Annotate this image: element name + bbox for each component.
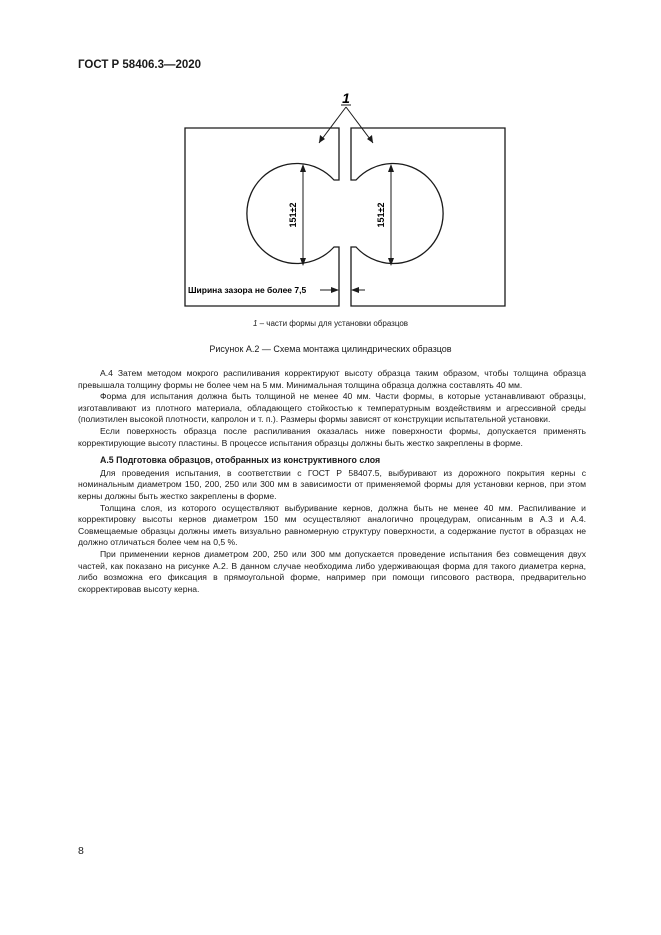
legend-text: – части формы для установки образцов: [257, 319, 409, 328]
form-part-right: [351, 128, 505, 306]
body-text: [78, 368, 586, 595]
paragraph-form: Форма для испытания должна быть толщиной не менее 40 мм. Части формы, в которые устанавливают образцы, изготавливают из плотного материала, обладающего стойкостью к температурным воздействиям и агрессивной среды (полиэтилен высокой плотности, капролон и т. п.). Размеры формы зависят от конструкции испытательной установки.: [78, 391, 586, 425]
figure-legend: [0, 319, 661, 328]
callout-number: 1: [342, 90, 350, 106]
gap-label: Ширина зазора не более 7,5: [188, 285, 307, 295]
legend-number: 1: [252, 319, 258, 328]
mounting-diagram: [170, 85, 510, 310]
dimension-arrow-left-top: [300, 164, 306, 172]
paragraph-large-cores: При применении кернов диаметром 200, 250 или 300 мм допускается проведение испытания без совмещения двух частей, как показано на рисунке А.2. В данном случае необходима либо удерживающая форма для такого диаметра керна, либо возможна его фиксация в прямоугольной форме, например при помощи гипсового раствора, предварительно скорректировав высоту керна.: [78, 548, 586, 594]
dimension-label-left: 151±2: [288, 202, 298, 228]
section-title-a5: А.5 Подготовка образцов, отобранных из конструктивного слоя: [100, 455, 381, 466]
dimension-arrow-right-bottom: [388, 258, 394, 266]
form-part-left: [185, 128, 339, 306]
paragraph-drilling: Для проведения испытания, в соответствии с ГОСТ Р 58407.5, выбуривают из дорожного покрытия керны с номинальным диаметром 150, 200, 250 или 300 мм в зависимости от применяемой формы для установки кернов, при этом керны должны быть жестко закреплены в форме.: [78, 467, 586, 501]
page-number: 8: [78, 845, 84, 857]
dimension-label-right: 151±2: [376, 202, 386, 228]
paragraph-surface: Если поверхность образца после распиливания оказалась ниже поверхности формы, допускается применять корректирующие высоту пластины. В процессе испытания образцы должны быть жестко закреплены в форме.: [78, 425, 586, 448]
figure-caption: Рисунок А.2 — Схема монтажа цилиндрических образцов: [209, 344, 452, 354]
gap-arrow-left: [331, 287, 339, 293]
paragraph-layer-thickness: Толщина слоя, из которого осуществляют выбуривание кернов, должна быть не менее 40 мм. Распиливание и корректировку высоты кернов диаметром 150 мм осуществляют аналогично процедурам, описанным в А.3 и А.4. Совмещаемые образцы должны иметь визуально равномерную структуру поверхности, а содержание пустот в образцах не должно отличаться более чем на 0,5 %.: [78, 502, 586, 548]
gap-arrow-right: [351, 287, 359, 293]
document-header: ГОСТ Р 58406.3—2020: [78, 59, 202, 71]
dimension-arrow-left-bottom: [300, 258, 306, 266]
paragraph-a4: А.4 Затем методом мокрого распиливания корректируют высоту образца таким образом, чтобы толщина образца превышала толщину формы не более чем на 5 мм. Минимальная толщина образца должна составлять 40 мм.: [78, 368, 586, 390]
dimension-arrow-right-top: [388, 164, 394, 172]
